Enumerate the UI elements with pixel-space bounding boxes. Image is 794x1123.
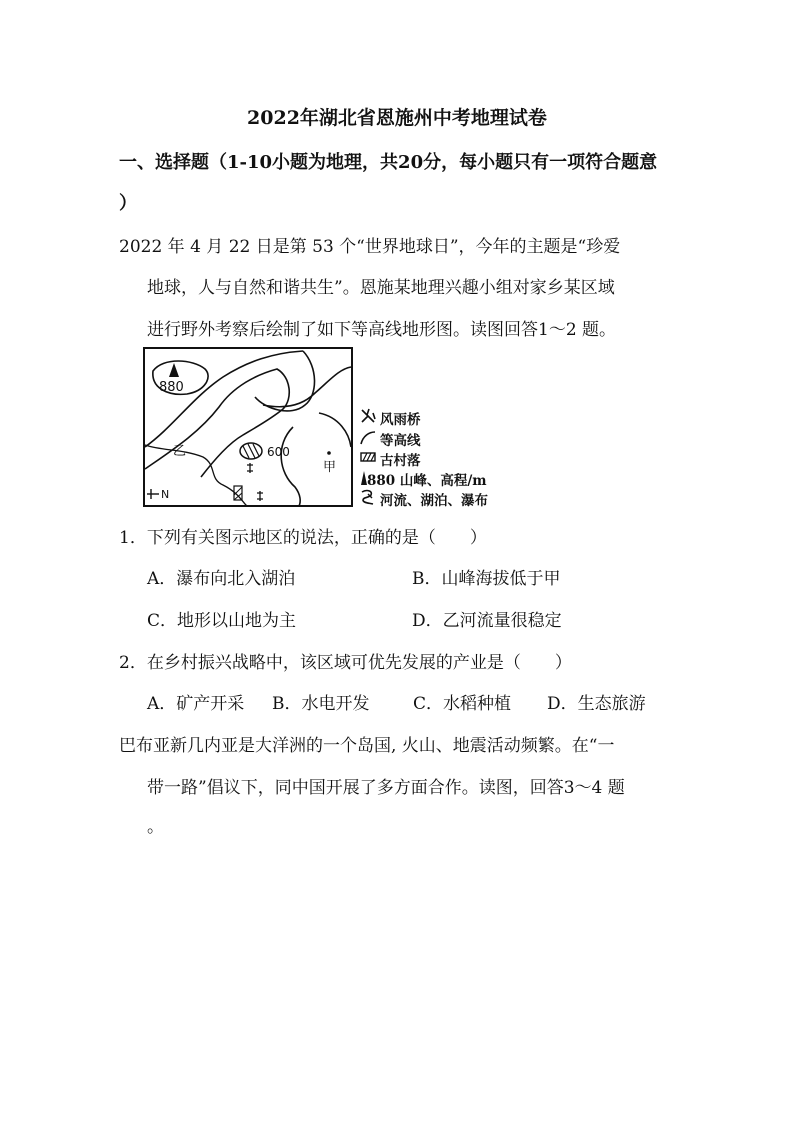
- section-heading: 一、选择题（1-10小题为地理，共20分，每小题只有一项符合题意: [119, 152, 658, 173]
- label-jia: 甲: [323, 460, 337, 475]
- passage1-line2: 地球，人与自然和谐共生”。恩施某地理兴趣小组对家乡某区域: [147, 278, 615, 298]
- section-heading-end: ）: [119, 193, 137, 214]
- q1-stem: 1．下列有关图示地区的说法，正确的是（ ）: [119, 528, 487, 548]
- passage2-line1: 巴布亚新几内亚是大洋洲的一个岛国, 火山、地震活动频繁。在“一: [119, 736, 615, 756]
- q2-option-d: D．生态旅游: [547, 694, 646, 714]
- passage2-line2: 带一路”倡议下，同中国开展了多方面合作。读图，回答3～4 题: [147, 778, 625, 798]
- contour-icon: [359, 428, 377, 446]
- village-icon: [359, 448, 377, 466]
- q2-stem: 2．在乡村振兴战略中，该区域可优先发展的产业是（ ）: [119, 653, 572, 673]
- peak-elevation-label: 880: [159, 380, 184, 395]
- q1-option-c: C．地形以山地为主: [147, 611, 297, 631]
- page-title: 2022年湖北省恩施州中考地理试卷: [247, 107, 547, 129]
- village-elevation-label: 600: [267, 445, 290, 459]
- q2-option-c: C．水稻种植: [413, 694, 512, 714]
- q1-option-a: A．瀑布向北入湖泊: [147, 569, 296, 589]
- label-yi: 乙: [173, 444, 187, 459]
- passage1-line1: 2022 年 4 月 22 日是第 53 个“世界地球日”，今年的主题是“珍爱: [119, 237, 621, 257]
- contour-map: [143, 347, 353, 507]
- point-jia-dot: [327, 451, 331, 455]
- map-legend: 风雨桥 等高线 古村落 880 山峰、高程/m 河流、湖泊、瀑布: [353, 404, 553, 508]
- q2-option-b: B．水电开发: [272, 694, 370, 714]
- north-label: N: [161, 488, 170, 501]
- passage2-line3: 。: [147, 817, 164, 837]
- passage1-line3: 进行野外考察后绘制了如下等高线地形图。读图回答1～2 题。: [147, 320, 617, 340]
- q1-option-b: B．山峰海拔低于甲: [412, 569, 561, 589]
- q1-option-d: D．乙河流量很稳定: [412, 611, 562, 631]
- water-icon: [359, 488, 377, 506]
- bridge-icon: [359, 407, 377, 425]
- q2-option-a: A．矿产开采: [147, 694, 245, 714]
